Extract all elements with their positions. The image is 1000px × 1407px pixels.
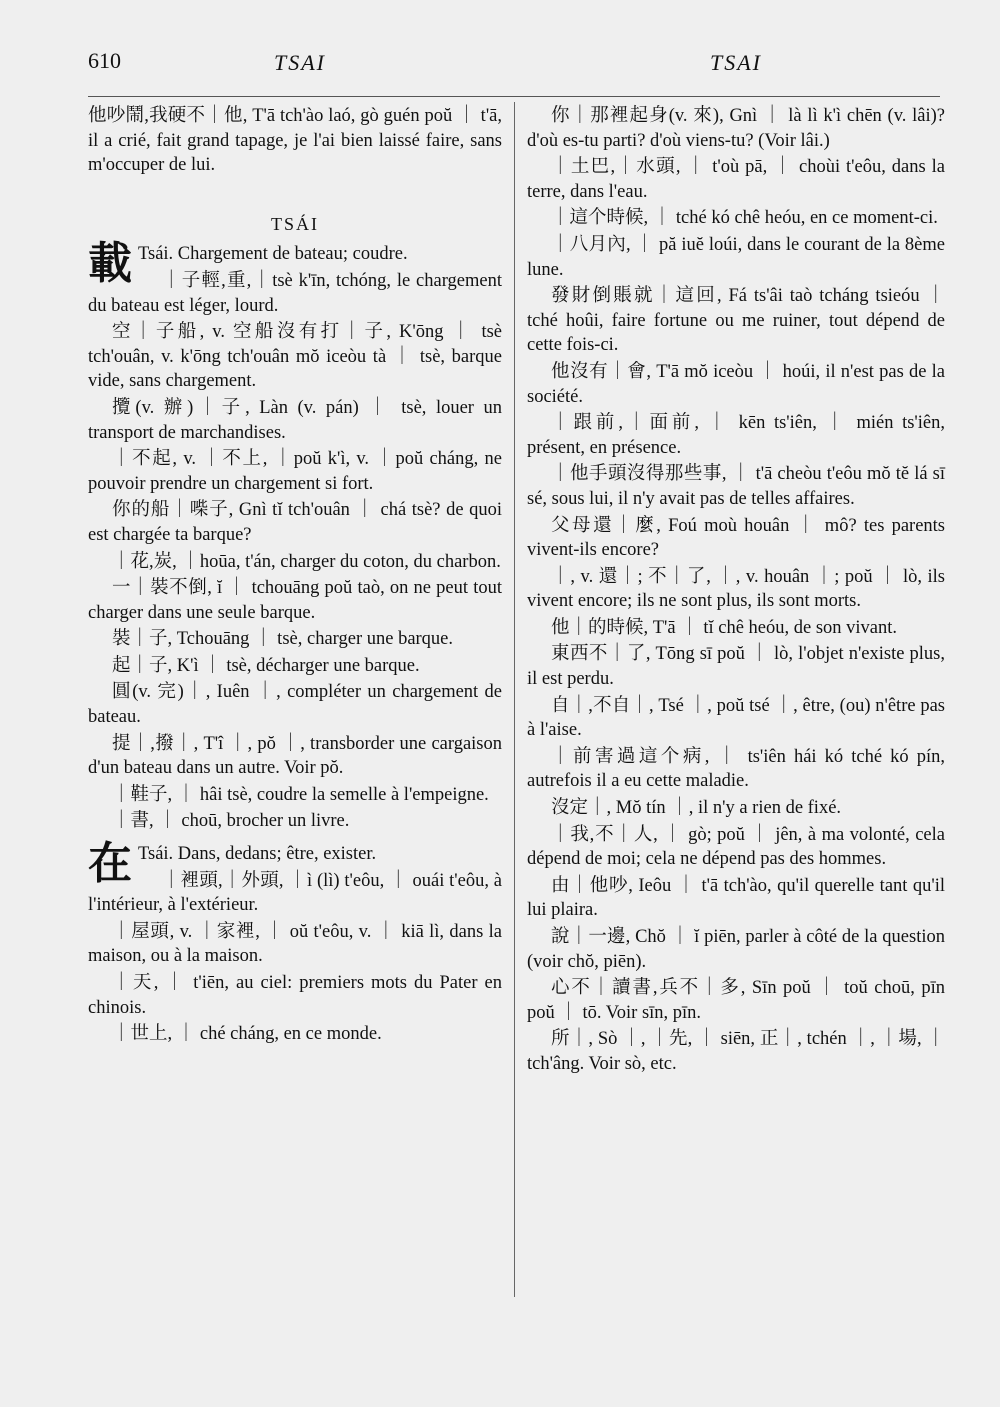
headword-entry	[88, 238, 502, 290]
dictionary-entry: ｜土巴,｜水頭, ｜ t'où pā, ｜ choùi t'eôu, dans la terre, dans l'eau.	[527, 157, 945, 202]
dictionary-entry: ｜花,炭, ｜hoūa, t'án, charger du coton, du charbon.	[112, 551, 501, 572]
dictionary-entry: ｜我,不｜人, ｜ gò; poŭ ｜ jên, à ma volonté, cela dépend de moi; cela ne dépend pas des hommes.	[527, 824, 945, 870]
headword-char-2: 在	[88, 838, 132, 890]
intro-entry: 他吵鬧,我硬不｜他, T'ā tch'ào laó, gò guén poŭ ｜ t'ā, il a crié, fait grand tapage, je l'ai bien laissé faire, sans m'occuper de lui.	[88, 106, 502, 176]
entry-list	[88, 269, 502, 834]
dictionary-entry: ｜鞋子, ｜ hâi tsè, coudre la semelle à l'empeigne.	[112, 784, 489, 805]
entry-list-right	[527, 104, 945, 1077]
page-number: 610	[88, 48, 121, 73]
right-column	[527, 104, 945, 1079]
dictionary-entry: 東西不｜了, Tōng sī poŭ ｜ lò, l'objet n'existe plus, il est perdu.	[527, 644, 945, 690]
dictionary-entry: 由｜他吵, Ieôu ｜ t'ā tch'ào, qu'il querelle tant qu'il lui plaira.	[527, 875, 945, 921]
entry-list-2	[88, 869, 502, 1047]
section-heading: TSÁI	[271, 213, 319, 234]
dictionary-entry: 沒定｜, Mŏ tín ｜, il n'y a rien de fixé.	[551, 798, 842, 819]
dictionary-entry: 起｜子, K'ì ｜ tsè, décharger une barque.	[112, 655, 420, 676]
dictionary-entry: 提｜,撥｜, T'î ｜, pŏ ｜, transborder une cargaison d'un bateau dans un autre. Voir pŏ.	[88, 733, 502, 779]
dictionary-entry: ｜書, ｜ choū, brocher un livre.	[112, 811, 350, 832]
dictionary-entry: 所｜, Sò ｜, ｜先, ｜ siēn, 正｜, tchén ｜, ｜場, ｜ tch'âng. Voir sò, etc.	[527, 1029, 945, 1074]
dictionary-entry: 他｜的時候, T'ā ｜ tĭ chê heóu, de son vivant.	[551, 617, 898, 638]
dictionary-entry: 你的船｜喍子, Gnì tĭ tch'ouân ｜ chá tsè? de quoi est chargée ta barque?	[88, 500, 502, 545]
headword-definition-2: Tsái. Dans, dedans; être, exister.	[138, 844, 377, 865]
dictionary-entry: ｜子輕,重,｜tsè k'īn, tchóng, le chargement du bateau est léger, lourd.	[88, 270, 502, 316]
dictionary-entry: ｜世上, ｜ ché cháng, en ce monde.	[112, 1024, 382, 1045]
dictionary-entry: ｜跟前,｜面前, ｜ kēn ts'iên, ｜ mién ts'iên, présent, en présence.	[527, 413, 945, 458]
dictionary-entry: ｜前害過這个病, ｜ ts'iên hái kó tché kó pín, autrefois il a eu cette maladie.	[527, 746, 945, 792]
dictionary-entry: ｜, v. 還｜; 不｜了, ｜, v. houân ｜; poŭ ｜ lò, ils vivent encore; ils ne sont plus, ils sont morts.	[527, 566, 945, 612]
dictionary-entry: ｜裡頭,｜外頭, ｜ì (lì) t'eôu, ｜ ouái t'eôu, à l'intérieur, à l'extérieur.	[88, 870, 502, 916]
dictionary-entry: ｜不起, v. ｜不上, ｜poŭ k'ì, v. ｜poŭ cháng, ne pouvoir prendre un chargement si fort.	[88, 449, 502, 494]
dictionary-entry: ｜天, ｜ t'iēn, au ciel: premiers mots du Pater en chinois.	[88, 973, 502, 1018]
dictionary-entry: 裝｜子, Tchouāng ｜ tsè, charger une barque.	[112, 629, 454, 650]
dictionary-entry: 他沒有｜會, T'ā mŏ iceòu ｜ hoúi, il n'est pas de la société.	[527, 361, 945, 407]
left-column	[88, 104, 502, 1049]
dictionary-entry: 你｜那裡起身(v. 來), Gnì ｜ là lì k'ì chēn (v. lâi)? d'où es-tu parti? d'où viens-tu? (Voir lâi.)	[527, 106, 945, 151]
dictionary-entry: ｜他手頭沒得那些事, ｜ t'ā cheòu t'eôu mŏ tĕ lá sī sé, sous lui, il n'y avait pas de telles affaires.	[527, 464, 945, 509]
running-head-right: TSAI	[710, 50, 762, 75]
dictionary-entry: 自｜,不自｜, Tsé ｜, poŭ tsé ｜, être, (ou) n'être pas à l'aise.	[527, 695, 945, 741]
header-rule	[88, 96, 940, 97]
page-header	[88, 48, 940, 88]
running-head-left: TSAI	[274, 50, 326, 75]
dictionary-entry: 一｜裝不倒, ĭ ｜ tchouāng poŭ taò, on ne peut tout charger dans une seule barque.	[88, 578, 502, 623]
dictionary-entry: ｜屋頭, v. ｜家裡, ｜ oŭ t'eôu, v. ｜ kiā lì, dans la maison, ou à la maison.	[88, 921, 502, 967]
headword-entry-2	[88, 838, 502, 890]
dictionary-entry: 發財倒賬就｜這回, Fá ts'âi taò tcháng tsieóu ｜ tché hoûi, faire fortune ou me ruiner, tout dépend de cette fois-ci.	[527, 286, 945, 356]
headword-definition: Tsái. Chargement de bateau; coudre.	[138, 244, 408, 265]
dictionary-entry: 圓(v. 完)｜, Iuên ｜, compléter un chargement de bateau.	[88, 682, 502, 728]
dictionary-entry: 父母還｜麼, Foú moù houân ｜ mô? tes parents vivent-ils encore?	[527, 515, 945, 561]
dictionary-entry: 空｜子船, v. 空船沒有打｜子, K'ōng ｜ tsè tch'ouân, v. k'ōng tch'ouân mŏ iceòu tà ｜ tsè, barque vide, sans chargement.	[88, 322, 502, 392]
headword-char: 載	[88, 238, 132, 290]
dictionary-entry: ｜這个時候, ｜ tché kó chê heóu, en ce moment-ci.	[551, 208, 938, 229]
column-divider	[514, 102, 515, 1297]
dictionary-entry: 心不｜讀書,兵不｜多, Sīn poŭ ｜ toŭ choū, pīn poŭ ｜ tō. Voir sīn, pīn.	[527, 978, 945, 1023]
dictionary-entry: ｜八月內, ｜ pă iuĕ loúi, dans le courant de la 8ème lune.	[527, 234, 945, 280]
dictionary-entry: 攬(v. 辦)｜子, Làn (v. pán) ｜ tsè, louer un transport de marchandises.	[88, 397, 502, 443]
dictionary-entry: 說｜一邊, Chŏ ｜ ĭ piēn, parler à côté de la question (voir chŏ, piēn).	[527, 927, 945, 972]
